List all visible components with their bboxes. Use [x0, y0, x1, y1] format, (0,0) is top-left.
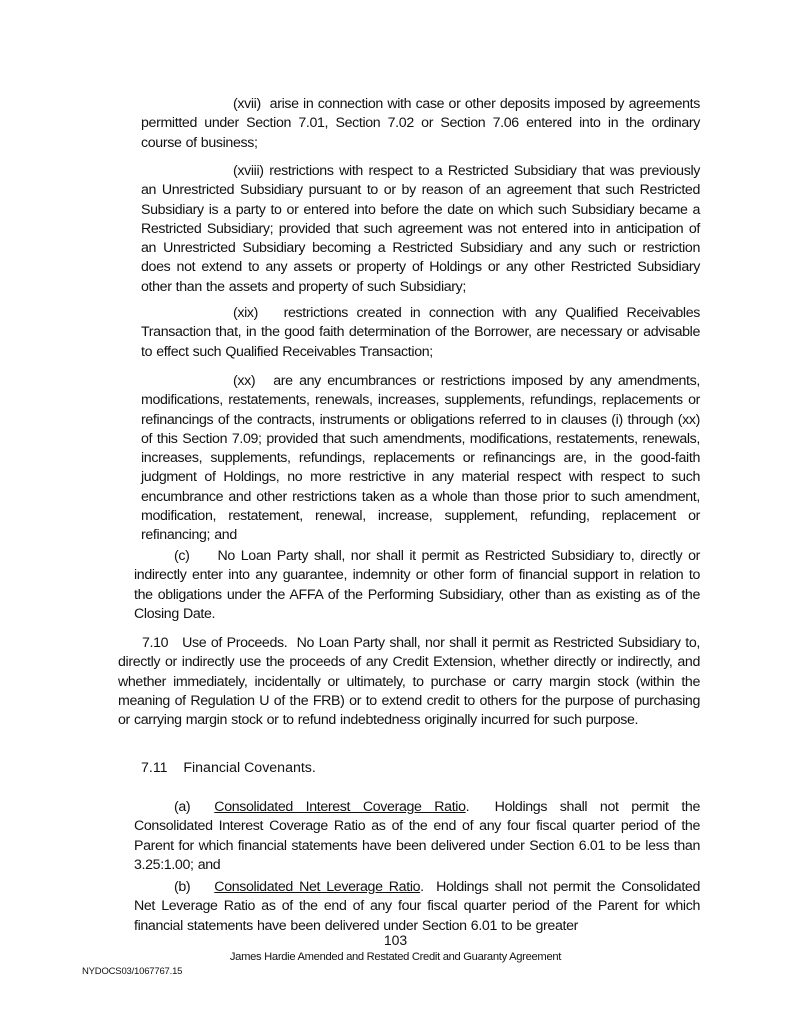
clause-label: (a)	[174, 799, 191, 815]
clause-text: arise in connection with case or other deposits imposed by agreements permitted under Section 7.01, Section 7.02 or Section 7.06 entered into in the ordinary course of business;	[141, 96, 700, 151]
clause-label: (xx)	[233, 373, 256, 389]
clause-text: restrictions with respect to a Restricted Subsidiary that was previously an Unrestricted Subsidiary pursuant to or by reason of an agreement that such Restricted Subsidiary is a party to or entered into before the date on which such Subsidiary became a Restricted Subsidiary; provided that such agreement was not entered into in anticipation of an Unrestricted Subsidiary becoming a Restricted Subsidiary and any such or restriction does not extend to any assets or property of Holdings or any other Restricted Subsidiary other than the assets and property of such Subsidiary;	[141, 163, 700, 295]
clause-text: Holdings shall not permit the Consolidated Net Leverage Ratio as of the end of any four fiscal quarter period of the Parent for which financial statements have been delivered under Section 6.01 to be greater	[134, 879, 700, 934]
clause-c	[134, 547, 700, 624]
footer-title: James Hardie Amended and Restated Credit and Guaranty Agreement	[229, 951, 562, 963]
clause-a: (a) Consolidated Interest Coverage Ratio. Holdings shall not permit the Consolidated Interest Coverage Ratio as of the end of any four fiscal quarter period of the Parent for which financial statements have been delivered under Section 6.01 to be less than 3.25:1.00; and	[134, 799, 701, 873]
clause-title: Consolidated Net Leverage Ratio	[214, 879, 421, 895]
section-number: 7.10	[142, 635, 169, 651]
clause-label: (xvii)	[233, 96, 261, 112]
clause-label: (xviii)	[233, 163, 264, 179]
section-text: No Loan Party shall, nor shall it permit as Restricted Subsidiary to, directly or indirectly use the proceeds of any Credit Extension, whether directly or indirectly, and whether immediately, incidentally or ultimately, to purchase or carry margin stock (within the meaning of Regulation U of the FRB) or to extend credit to others for the purpose of purchasing or carrying margin stock or to refund indebtedness originally incurred for such purpose.	[118, 635, 701, 729]
clause-b: (b) Consolidated Net Leverage Ratio. Holdings shall not permit the Consolidated Net Leverage Ratio as of the end of any four fiscal quarter period of the Parent for which financial statements have been delivered under Section 6.01 to be greater	[134, 879, 700, 934]
section-title: Financial Covenants.	[183, 760, 316, 776]
clause-xx	[141, 372, 700, 546]
clause-label: (b)	[174, 879, 191, 895]
clause-xviii	[141, 162, 700, 297]
section-title: Use of Proceeds.	[182, 635, 288, 651]
section-7-11-heading	[141, 759, 316, 778]
clause-xix	[141, 304, 700, 362]
clause-text: Holdings shall not permit the Consolidated Interest Coverage Ratio as of the end of any four fiscal quarter period of the Parent for which financial statements have been delivered under Section 6.01 to be less than 3.25:1.00; and	[134, 799, 701, 873]
document-id: NYDOCS03/1067767.15	[82, 966, 183, 977]
page-number: 103	[383, 932, 408, 948]
clause-title: Consolidated Interest Coverage Ratio	[214, 799, 466, 815]
clause-text: No Loan Party shall, nor shall it permit as Restricted Subsidiary to, directly or indirectly enter into any guarantee, indemnity or other form of financial support in relation to the obligations under the AFFA of the Performing Subsidiary, other than as existing as of the Closing Date.	[134, 548, 700, 622]
clause-label: (xix)	[233, 305, 259, 321]
clause-text: restrictions created in connection with any Qualified Receivables Transaction that, in the good faith determination of the Borrower, are necessary or advisable to effect such Qualified Receivables Transaction;	[141, 305, 700, 360]
clause-text: are any encumbrances or restrictions imposed by any amendments, modifications, restatements, renewals, increases, supplements, refundings, replacements or refinancings of the contracts, instruments or obligations referred to in clauses (i) through (xx) of this Section 7.09; provided that such amendments, modifications, restatements, renewals, increases, supplements, refundings, replacements or refinancings are, in the good-faith judgment of Holdings, no more restrictive in any material respect with respect to such encumbrance and other restrictions taken as a whole than those prior to such amendment, modification, restatement, renewal, increase, supplement, refunding, replacement or refinancing; and	[141, 373, 700, 544]
clause-xvii	[141, 95, 700, 153]
clause-label: (c)	[174, 548, 190, 564]
section-7-10	[118, 634, 700, 730]
section-number: 7.11	[141, 760, 168, 776]
